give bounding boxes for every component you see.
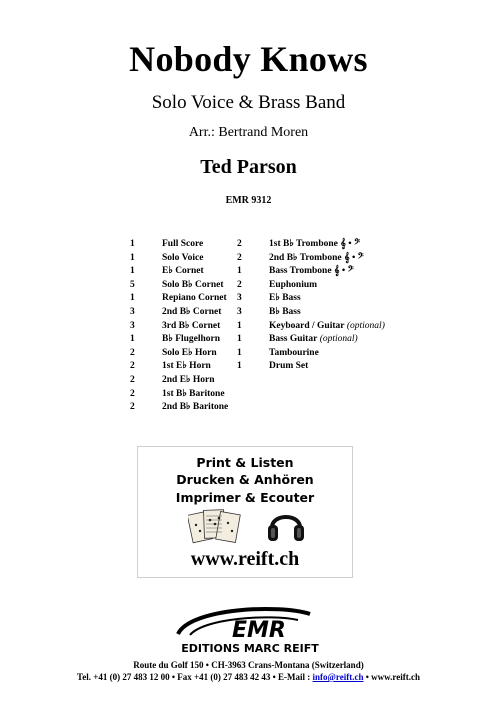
instrument-row [237,265,385,279]
instrument-row [237,320,385,334]
instrument-name: Repiano Cornet [162,293,227,304]
subtitle: Solo Voice & Brass Band [151,92,346,113]
instrument-row [130,292,228,306]
instrument-row [130,265,228,279]
instrument-name: Keyboard / Guitar [269,320,345,331]
instrument-row [130,401,228,415]
promo-line-french: Imprimer & Ecouter [175,490,315,505]
instrument-quantity: 3 [130,320,135,331]
instrument-name: 2nd B♭ Cornet [162,306,222,317]
page-title: Nobody Knows [129,39,368,79]
sheet-music-icon [188,507,242,547]
instrument-name: Full Score [162,239,204,249]
instrument-name: 1st E♭ Horn [162,361,211,372]
instrument-row [130,279,228,293]
instrument-name: Solo B♭ Cornet [162,279,224,290]
instrument-quantity: 1 [130,266,135,277]
instrument-quantity: 1 [130,239,135,249]
contact-suffix: • www.reift.ch [363,672,420,682]
instrument-quantity: 2 [237,279,242,290]
logo-emr-text: EMR [232,618,286,643]
instrument-quantity: 1 [237,361,242,372]
instrument-quantity: 1 [237,347,242,358]
instrument-name: 1st B♭ Trombone 𝄞 • 𝄢 [269,239,361,249]
instrument-quantity: 5 [130,279,135,290]
promo-line-english: Print & Listen [196,455,294,470]
instrument-row [130,347,228,361]
logo-publisher-name: EDITIONS MARC REIFT [181,642,319,655]
instrument-name: 2nd E♭ Horn [162,374,215,385]
instrument-name: 2nd B♭ Trombone 𝄞 • 𝄢 [269,252,364,263]
instrument-row [237,279,385,293]
instrument-quantity: 1 [237,334,242,345]
instrument-row [130,252,228,266]
instrument-name: B♭ Flugelhorn [162,334,221,345]
instrument-row [237,292,385,306]
instrument-row [130,238,228,252]
instrument-name: Solo Voice [162,252,204,263]
instrument-quantity: 2 [130,402,135,413]
instrument-name: 3rd B♭ Cornet [162,320,221,331]
instrument-name: E♭ Cornet [162,266,204,277]
optional-note: (optional) [319,334,358,345]
instrument-name: Euphonium [269,279,318,290]
instrument-name: Bass Guitar [269,334,318,345]
instrument-row [237,306,385,320]
instrument-quantity: 1 [130,252,135,263]
instrument-quantity: 1 [130,293,135,304]
instrument-row [130,333,228,347]
instrument-list-right [237,238,385,374]
instrument-name: Tambourine [269,347,319,358]
instrument-list-left [130,238,228,415]
instrument-row [130,374,228,388]
instrument-name: 2nd B♭ Baritone [162,402,229,413]
instrument-row [237,238,385,252]
headphones-icon [266,503,306,547]
instrument-row [130,360,228,374]
instrument-name: Drum Set [269,361,309,372]
instrument-row [130,320,228,334]
instrument-row [237,333,385,347]
instrument-row [130,306,228,320]
instrument-name: Solo E♭ Horn [162,347,217,358]
instrument-name: Bass Trombone 𝄞 • 𝄢 [269,266,354,277]
publisher-address: Route du Golf 150 • CH-3963 Crans-Montana (Switzerland) [133,660,364,670]
composer-name: Ted Parson [200,156,297,178]
instrument-quantity: 2 [130,388,135,399]
optional-note: (optional) [346,320,385,331]
instrument-quantity: 1 [237,320,242,331]
instrument-row [237,347,385,361]
catalog-code: EMR 9312 [225,195,272,206]
instrument-quantity: 2 [130,361,135,372]
arranger-credit: Arr.: Bertrand Moren [188,125,309,140]
contact-prefix: Tel. +41 (0) 27 483 12 00 • Fax +41 (0) 27 483 42 43 • E-Mail : [77,672,313,682]
instrument-name: B♭ Bass [269,306,301,317]
instrument-quantity: 2 [237,252,242,263]
instrument-quantity: 2 [130,374,135,385]
instrument-quantity: 3 [237,306,242,317]
emr-logo [160,604,340,656]
instrument-quantity: 3 [237,293,242,304]
instrument-row [237,252,385,266]
instrument-quantity: 2 [237,239,242,249]
promo-line-german: Drucken & Anhören [176,472,314,487]
publisher-contact [0,672,497,682]
instrument-name: E♭ Bass [269,293,301,304]
instrument-name: 1st B♭ Baritone [162,388,225,399]
instrument-quantity: 3 [130,306,135,317]
instrument-quantity: 1 [130,334,135,345]
instrument-row [237,360,385,374]
email-link[interactable]: info@reift.ch [312,672,364,682]
promo-url[interactable]: www.reift.ch [190,548,300,570]
instrument-quantity: 1 [237,266,242,277]
instrument-row [130,388,228,402]
instrument-quantity: 2 [130,347,135,358]
print-listen-box[interactable] [137,446,353,578]
